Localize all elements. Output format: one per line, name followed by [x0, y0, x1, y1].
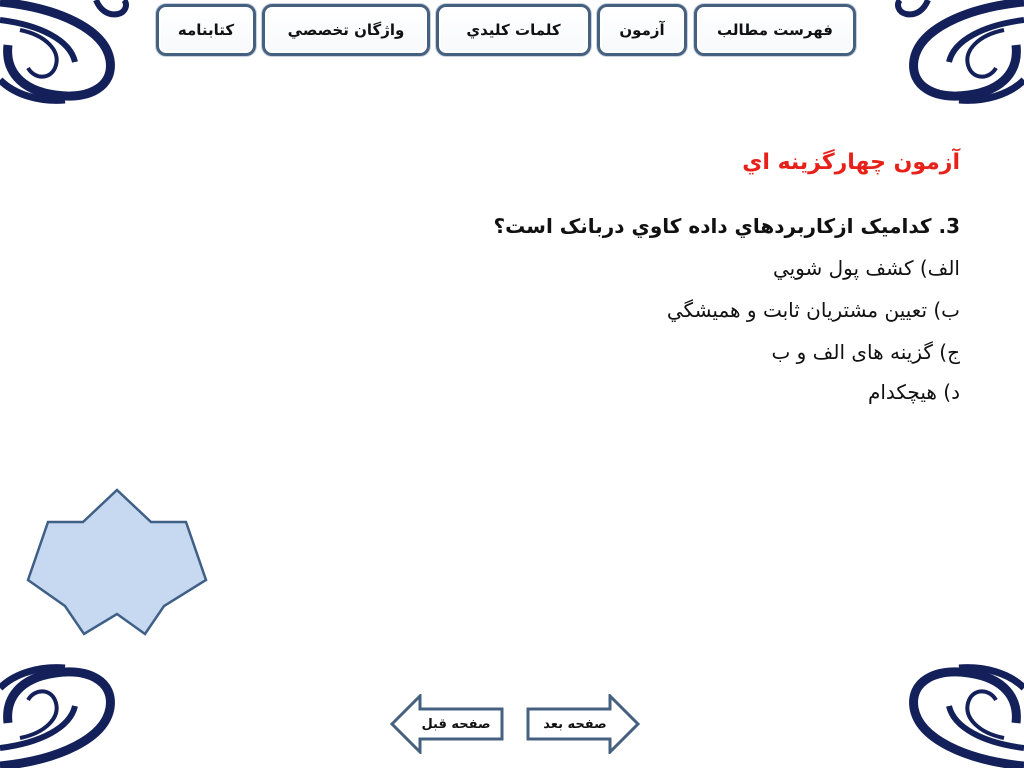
next-page-label: صفحه بعد	[543, 716, 607, 732]
quiz-title: آزمون چهارگزينه اي	[742, 150, 960, 175]
nav-button-table-of-contents[interactable]: فهرست مطالب	[694, 4, 856, 56]
nav-button-quiz[interactable]: آزمون	[597, 4, 687, 56]
nav-button-keywords[interactable]: كلمات كليدي	[436, 4, 591, 56]
corner-ornament-bottom-right-icon	[894, 658, 1024, 768]
next-page-button[interactable]	[526, 694, 640, 754]
answer-option-a[interactable]: الف) كشف پول شويي	[772, 256, 960, 280]
corner-ornament-top-left-icon	[0, 0, 130, 110]
corner-ornament-bottom-left-icon	[0, 658, 130, 768]
answer-option-c[interactable]: ج) گزينه های الف و ب	[771, 340, 960, 364]
answer-option-b[interactable]: ب) تعيين مشتريان ثابت و هميشگي	[666, 298, 960, 322]
answer-option-d[interactable]: د) هيچكدام	[867, 380, 960, 404]
nav-button-glossary[interactable]: واژگان تخصصي	[262, 4, 430, 56]
prev-page-label: صفحه قبل	[421, 716, 491, 732]
question-text: 3. كداميک ازكاربردهاي داده كاوي دربانک است؟	[493, 214, 960, 238]
top-navigation	[156, 4, 856, 60]
nav-button-bibliography[interactable]: کتابنامه	[156, 4, 256, 56]
star-shape-icon	[24, 486, 210, 638]
prev-page-button[interactable]	[390, 694, 504, 754]
corner-ornament-top-right-icon	[894, 0, 1024, 110]
